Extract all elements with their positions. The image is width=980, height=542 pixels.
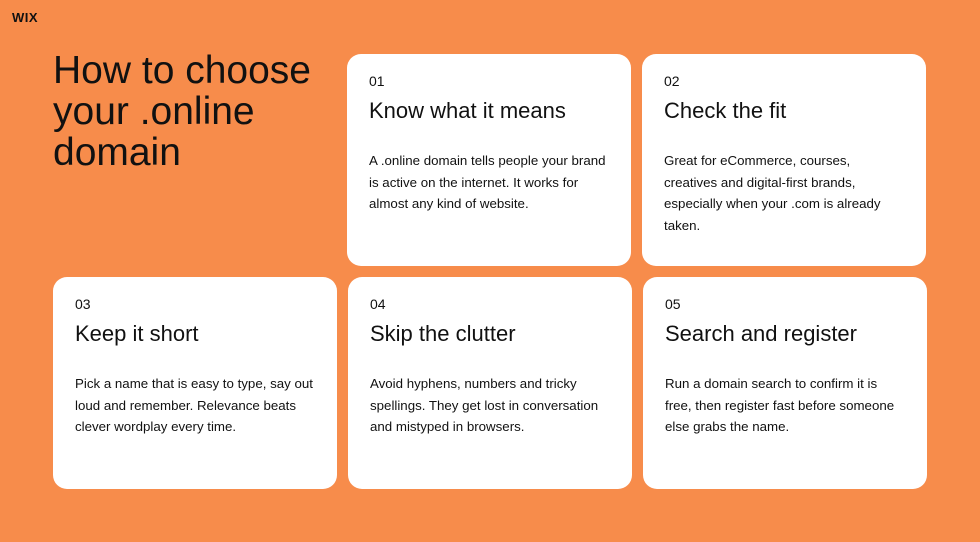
tip-title: Keep it short xyxy=(75,321,199,346)
tip-number: 03 xyxy=(75,296,91,312)
tip-card-3 xyxy=(53,277,337,489)
page-title: How to choose your .online domain xyxy=(53,49,311,174)
tip-title: Search and register xyxy=(665,321,857,346)
tip-card-4 xyxy=(348,277,632,489)
tip-card-5 xyxy=(643,277,927,489)
tip-title: Know what it means xyxy=(369,98,566,123)
tip-number: 01 xyxy=(369,73,385,89)
tip-number: 04 xyxy=(370,296,386,312)
tip-number: 02 xyxy=(664,73,680,89)
tip-description: Great for eCommerce, courses, creatives and digital-first brands, especially when your .com is already taken. xyxy=(664,153,881,233)
wix-logo: WIX xyxy=(12,10,39,25)
tip-card-2 xyxy=(642,54,926,266)
tip-description: Run a domain search to confirm it is free, then register fast before someone else grabs the name. xyxy=(665,376,895,434)
tip-title: Skip the clutter xyxy=(370,321,516,346)
tip-number: 05 xyxy=(665,296,681,312)
tip-description: A .online domain tells people your brand is active on the internet. It works for almost any kind of website. xyxy=(369,153,606,211)
tip-title: Check the fit xyxy=(664,98,787,123)
tip-description: Avoid hyphens, numbers and tricky spellings. They get lost in conversation and mistyped in browsers. xyxy=(370,376,599,434)
tip-description: Pick a name that is easy to type, say out loud and remember. Relevance beats clever wordplay every time. xyxy=(75,376,313,434)
tip-card-1 xyxy=(347,54,631,266)
